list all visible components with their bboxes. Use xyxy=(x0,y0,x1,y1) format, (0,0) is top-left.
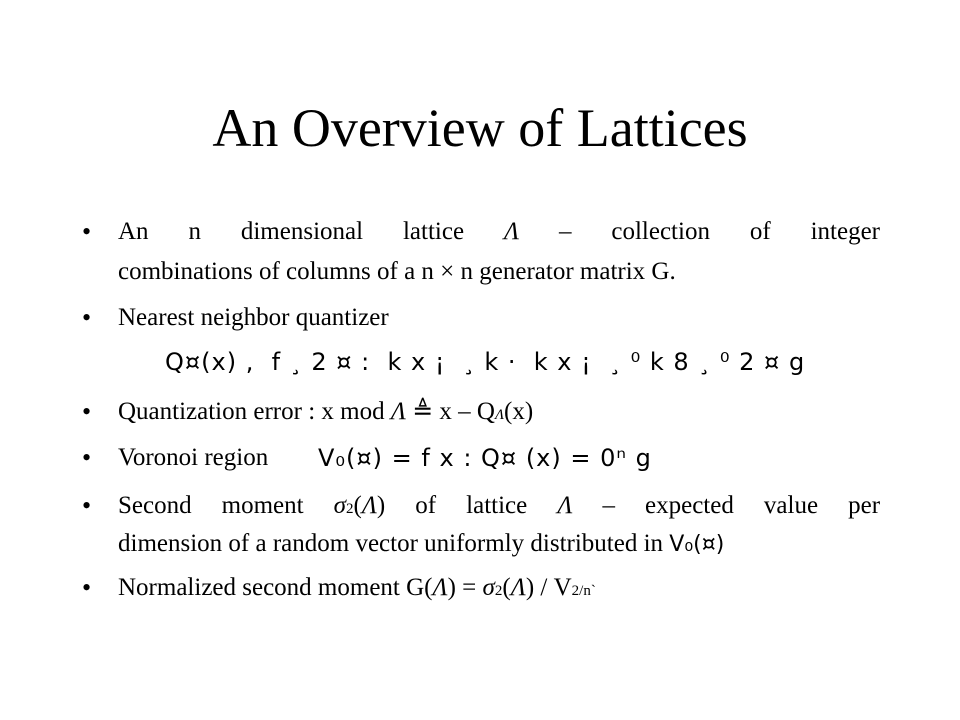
quantizer-formula: Q¤(x) , f ¸ 2 ¤ : k x ¡ ¸ k · k x ¡ ¸ ⁰ k 8 ¸ ⁰ 2 ¤ g xyxy=(165,348,806,376)
bullet-second-moment-line1 xyxy=(118,490,880,522)
lambda-subscript: Λ xyxy=(494,407,505,423)
text: – expected value per xyxy=(572,492,881,519)
bullet-marker: • xyxy=(82,491,92,520)
voronoi-formula: V₀(¤) = f x : Q¤ (x) = 0ⁿ g xyxy=(318,444,652,472)
text: – collection of integer xyxy=(519,218,880,245)
bullet-lattice-definition-line2: combinations of columns of a n × n generator matrix G. xyxy=(118,258,676,285)
text: (x) xyxy=(504,398,534,425)
text: of lattice xyxy=(385,492,558,519)
bullet-lattice-definition-line1 xyxy=(118,216,880,248)
text: dimension of a random vector uniformly distributed in xyxy=(118,530,670,557)
text: ≜ x – Q xyxy=(405,398,495,425)
text: ) / V xyxy=(525,574,572,601)
bullet-marker: • xyxy=(82,217,92,246)
voronoi-symbol: V₀(¤) xyxy=(669,532,725,557)
lambda-symbol: Λ xyxy=(390,398,406,425)
bullet-quantization-error xyxy=(118,396,880,428)
bullet-nearest-neighbor: Nearest neighbor quantizer xyxy=(118,304,389,331)
lambda-symbol: Λ xyxy=(510,574,526,601)
superscript: 2 xyxy=(494,583,503,599)
text: ) = xyxy=(447,574,483,601)
bullet-marker: • xyxy=(82,397,92,426)
lambda-symbol: Λ xyxy=(557,492,573,519)
bullet-voronoi-region: Voronoi region xyxy=(118,444,269,471)
text: ( xyxy=(502,574,511,601)
bullet-second-moment-line2 xyxy=(118,528,880,561)
sigma-symbol: σ xyxy=(482,574,495,601)
superscript: 2 xyxy=(345,501,354,517)
bullet-normalized-second-moment xyxy=(118,572,880,604)
lambda-symbol: Λ xyxy=(503,218,520,245)
text: Second moment xyxy=(118,492,334,519)
bullet-marker: • xyxy=(82,303,92,332)
slide-title: An Overview of Lattices xyxy=(212,98,748,158)
text: Quantization error : x mod xyxy=(118,398,391,425)
text: ( xyxy=(353,492,362,519)
text: ) xyxy=(376,492,386,519)
sigma-symbol: σ xyxy=(333,492,346,519)
superscript: 2/n` xyxy=(571,583,596,599)
lambda-symbol: Λ xyxy=(361,492,377,519)
bullet-marker: • xyxy=(82,443,92,472)
lambda-symbol: Λ xyxy=(432,574,448,601)
bullet-marker: • xyxy=(82,573,92,602)
text: Normalized second moment G( xyxy=(118,574,433,601)
text: An n dimensional lattice xyxy=(118,218,504,245)
